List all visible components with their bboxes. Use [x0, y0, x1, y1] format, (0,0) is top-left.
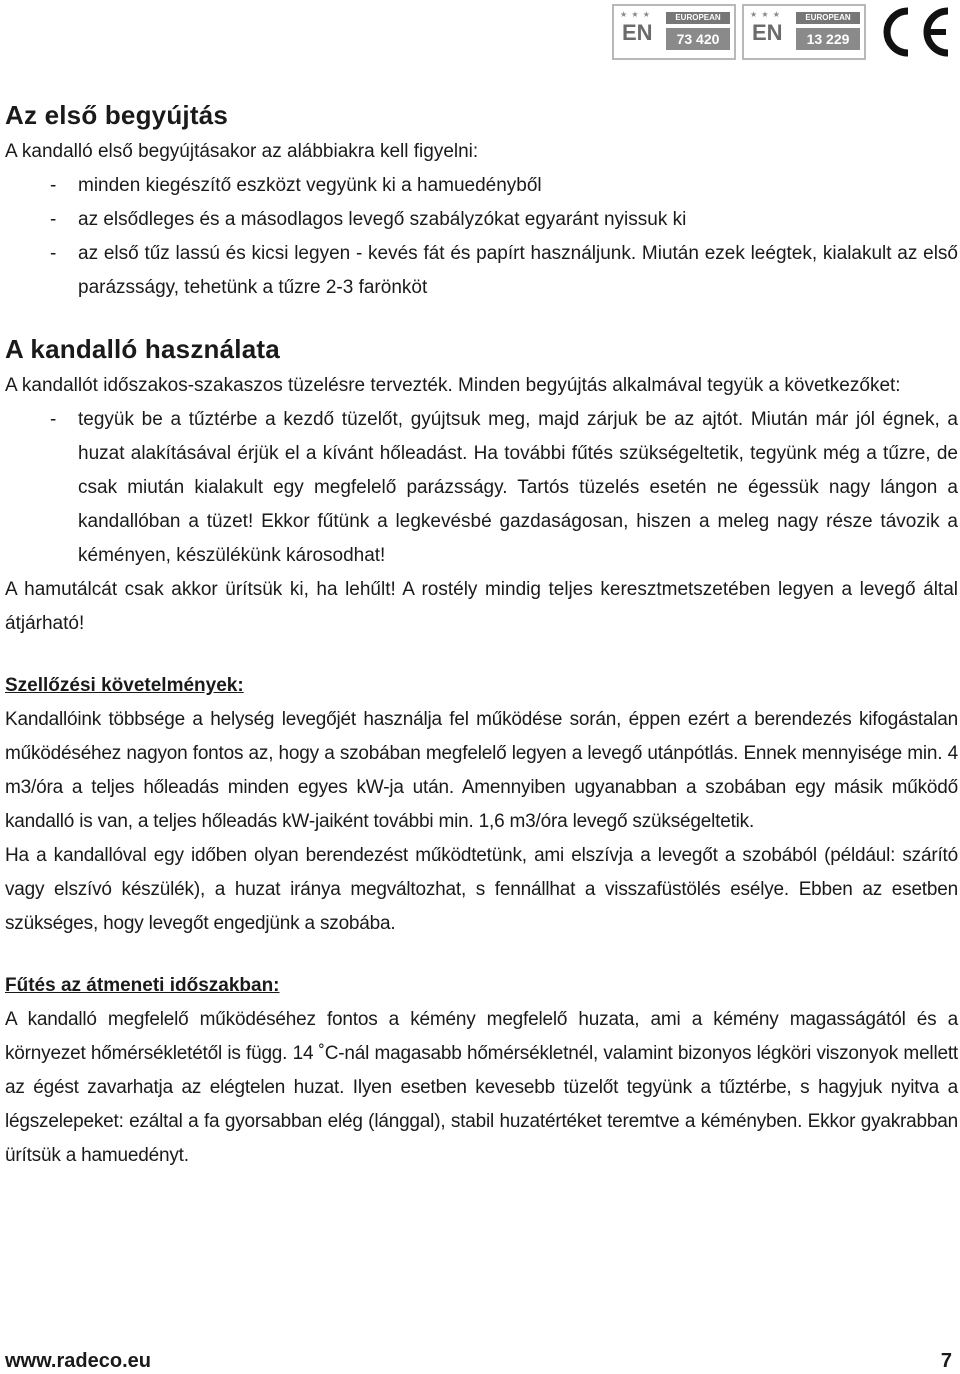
footer-website-link[interactable]: www.radeco.eu — [5, 1350, 151, 1372]
paragraph: Ha a kandallóval egy időben olyan berendezést működtetünk, ami elszívja a levegőt a szobából (például: szárító vagy elszívó készülék), a huzat iránya megváltozhat, s fennállhat a visszafüstölés esélye. Ebben az esetben szükséges, hogy levegőt engedjünk a szobába. — [5, 845, 958, 934]
page-content — [5, 95, 958, 1173]
section-outro: A hamutálcát csak akkor ürítsük ki, ha lehűlt! A rostély mindig teljes keresztmetszetében legyen a levegő által átjárható! — [5, 579, 958, 634]
stars-icon: ★ ★ ★ — [620, 10, 651, 19]
list-item-text: az elsődleges és a másodlagos levegő szabályzókat egyaránt nyissuk ki — [78, 209, 687, 230]
section-intro: A kandallót időszakos-szakaszos tüzelésre tervezték. Minden begyújtás alkalmával tegyük a következőket: — [5, 375, 901, 396]
list-item: - minden kiegészítő eszközt vegyünk ki a hamuedényből — [50, 175, 542, 196]
list-item: - tegyük be a tűztérbe a kezdő tüzelőt, gyújtsuk meg, majd zárjuk be az ajtót. Miután már jól égnek, a huzat alakításával érjük el a kívánt hőleadást. Ha további fűtés szükségeltetik, tegyünk még a tűzre, de csak miután kialakult egy megfelelő parázsságy. Tartós tüzelés esetén ne égessük nagy lángon a kandallóban a tüzet! Ekkor fűtünk a legkevésbé gazdaságosan, hiszen a meleg nagy része távozik a kéményen, készülékünk károsodhat! — [50, 409, 958, 566]
en-73420-logo — [612, 4, 736, 60]
en-label: EN — [752, 20, 783, 45]
list-item: - az elsődleges és a másodlagos levegő szabályzókat egyaránt nyissuk ki — [50, 209, 687, 230]
section-title-transition-heating: Fűtés az átmeneti időszakban: — [5, 975, 280, 996]
section-title-ventilation: Szellőzési követelmények: — [5, 675, 244, 696]
euro-label: EUROPEAN — [666, 12, 730, 24]
list-item-text: az első tűz lassú és kicsi legyen - kevés fát és papírt használjunk. Miután ezek leégtek, kialakult az első parázsságy, tehetünk a tűzre 2-3 farönköt — [78, 243, 958, 298]
en-13229-logo — [742, 4, 866, 60]
list-item-text: minden kiegészítő eszközt vegyünk ki a hamuedényből — [78, 175, 542, 196]
first-lighting-list — [5, 169, 958, 305]
en-number: 73 420 — [666, 28, 730, 50]
section-intro: A kandalló első begyújtásakor az alábbiakra kell figyelni: — [5, 141, 479, 162]
usage-list — [5, 403, 958, 573]
stars-icon: ★ ★ ★ — [750, 10, 781, 19]
certification-logos — [612, 4, 956, 60]
paragraph: Kandallóink többsége a helység levegőjét használja fel működése során, éppen ezért a berendezés kifogástalan működéséhez nagyon fontos az, hogy a szobában megfelelő legyen a levegő utánpótlás. Ennek mennyisége min. 4 m3/óra a teljes hőleadás minden egyes kW-ja után. Amennyiben ugyanabban a szobában egy másik működő kandalló is van, a teljes hőleadás kW-jaiként további min. 1,6 m3/óra levegő szükségeltetik. — [5, 709, 958, 832]
section-title-first-lighting: Az első begyújtás — [5, 100, 229, 130]
paragraph: A kandalló megfelelő működéséhez fontos a kémény megfelelő huzata, ami a kémény magasságától és a környezet hőmérsékletétől is függ. 14 ˚C-nál magasabb hőmérsékletnél, valamint bizonyos légköri viszonyok mellett az égést zavarhatja az elégtelen huzat. Ilyen esetben kevesebb tüzelőt tegyünk a tűztérbe, s hagyjuk nyitva a légszelepeket: ezáltal a fa gyorsabban elég (lánggal), stabil huzatértéket teremtve a kéményben. Ekkor gyakrabban ürítsük a hamuedényt. — [5, 1009, 958, 1166]
ce-mark-icon — [872, 4, 956, 60]
section-title-usage: A kandalló használata — [5, 334, 280, 364]
list-item-text: tegyük be a tűztérbe a kezdő tüzelőt, gyújtsuk meg, majd zárjuk be az ajtót. Miután már jól égnek, a huzat alakításával érjük el a kívánt hőleadást. Ha további fűtés szükségeltetik, tegyünk még a tűzre, de csak miután kialakult egy megfelelő parázsságy. Tartós tüzelés esetén ne égessük nagy lángon a kandallóban a tüzet! Ekkor fűtünk a legkevésbé gazdaságosan, hiszen a meleg nagy része távozik a kéményen, készülékünk károsodhat! — [78, 409, 958, 566]
en-number: 13 229 — [796, 28, 860, 50]
euro-label: EUROPEAN — [796, 12, 860, 24]
list-item: - az első tűz lassú és kicsi legyen - kevés fát és papírt használjunk. Miután ezek leégtek, kialakult az első parázsságy, tehetünk a tűzre 2-3 farönköt — [50, 243, 958, 298]
page-number: 7 — [940, 1350, 952, 1372]
en-label: EN — [622, 20, 653, 45]
